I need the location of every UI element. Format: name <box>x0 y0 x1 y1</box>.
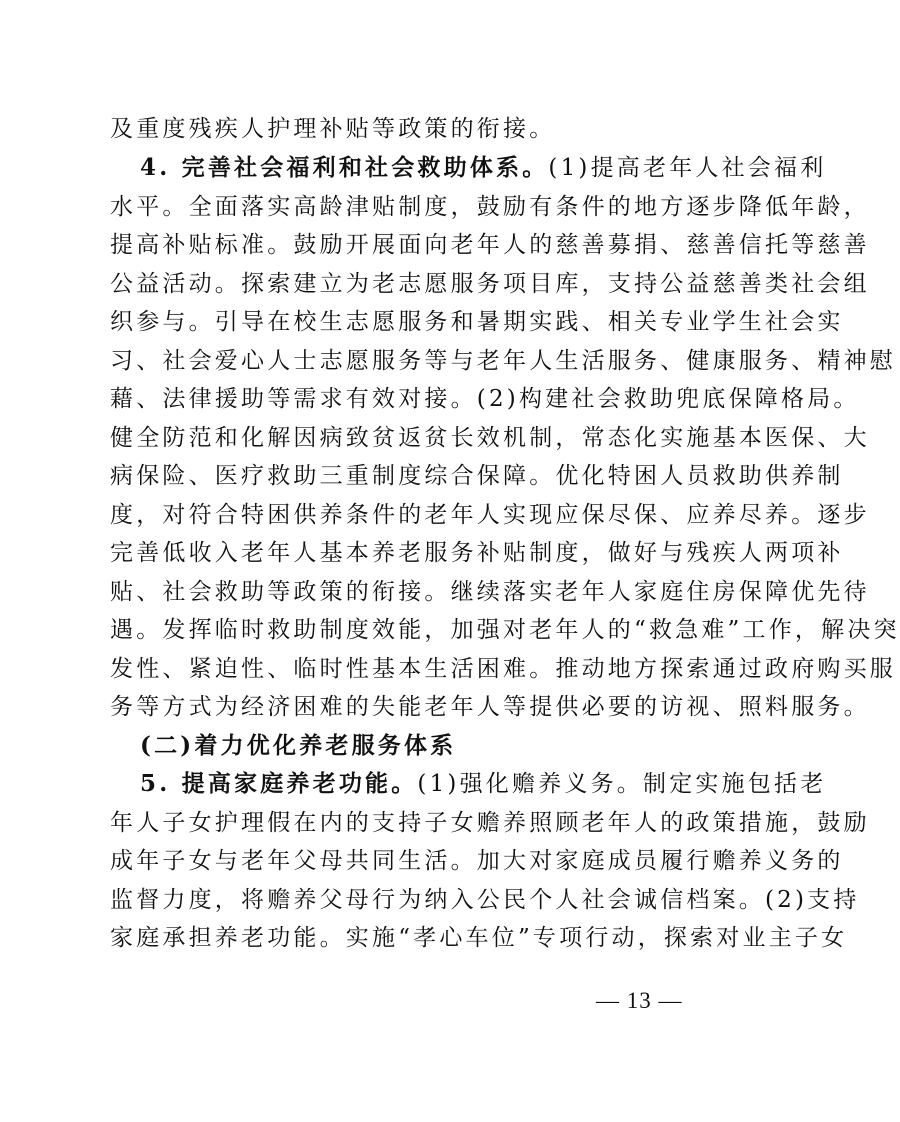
paragraph-line: 公益活动。探索建立为老志愿服务项目库，支持公益慈善类社会组 <box>110 271 870 297</box>
paragraph-line: 成年子女与老年父母共同生活。加大对家庭成员履行赡养义务的 <box>110 848 844 874</box>
subsection-heading: (二)着力优化养老服务体系 <box>140 732 457 759</box>
paragraph-line: 监督力度，将赡养父母行为纳入公民个人社会诚信档案。(2)支持 <box>110 887 860 913</box>
paragraph-line: 藉、法律援助等需求有效对接。(2)构建社会救助兜底保障格局。 <box>110 386 860 412</box>
paragraph-line: 务等方式为经济困难的失能老年人等提供必要的访视、照料服务。 <box>110 694 870 720</box>
paragraph-line: 水平。全面落实高龄津贴制度，鼓励有条件的地方逐步降低年龄， <box>110 194 870 220</box>
page-number: — 13 — <box>596 988 683 1013</box>
paragraph-line: 年人子女护理假在内的支持子女赡养照顾老年人的政策措施，鼓励 <box>110 810 870 836</box>
paragraph-line: 贴、社会救助等政策的衔接。继续落实老年人家庭住房保障优先待 <box>110 579 870 605</box>
paragraph-line: 4. 完善社会福利和社会救助体系。(1)提高老年人社会福利 <box>140 154 827 181</box>
paragraph-line: 及重度残疾人护理补贴等政策的衔接。 <box>110 116 556 142</box>
paragraph-line: 家庭承担养老功能。实施“孝心车位”专项行动，探索对业主子女 <box>110 925 848 951</box>
paragraph-line: 提高补贴标准。鼓励开展面向老年人的慈善募捐、慈善信托等慈善 <box>110 232 870 258</box>
section-heading: 5. 提高家庭养老功能。 <box>140 770 418 797</box>
paragraph-line: 织参与。引导在校生志愿服务和暑期实践、相关专业学生社会实 <box>110 309 844 335</box>
paragraph-line: 度，对符合特困供养条件的老年人实现应保尽保、应养尽养。逐步 <box>110 502 870 528</box>
paragraph-line: 完善低收入老年人基本养老服务补贴制度，做好与残疾人两项补 <box>110 540 844 566</box>
paragraph-line: 发性、紧迫性、临时性基本生活困难。推动地方探索通过政府购买服 <box>110 656 896 682</box>
paragraph-line: 5. 提高家庭养老功能。(1)强化赡养义务。制定实施包括老 <box>140 770 827 797</box>
section-heading: 4. 完善社会福利和社会救助体系。 <box>140 154 549 181</box>
paragraph-line: 习、社会爱心人士志愿服务等与老年人生活服务、健康服务、精神慰 <box>110 348 896 374</box>
paragraph-line: 遇。发挥临时救助制度效能，加强对老年人的“救急难”工作，解决突 <box>110 617 900 643</box>
paragraph-line: 健全防范和化解因病致贫返贫长效机制，常态化实施基本医保、大 <box>110 425 870 451</box>
paragraph-line: 病保险、医疗救助三重制度综合保障。优化特困人员救助供养制 <box>110 463 844 489</box>
